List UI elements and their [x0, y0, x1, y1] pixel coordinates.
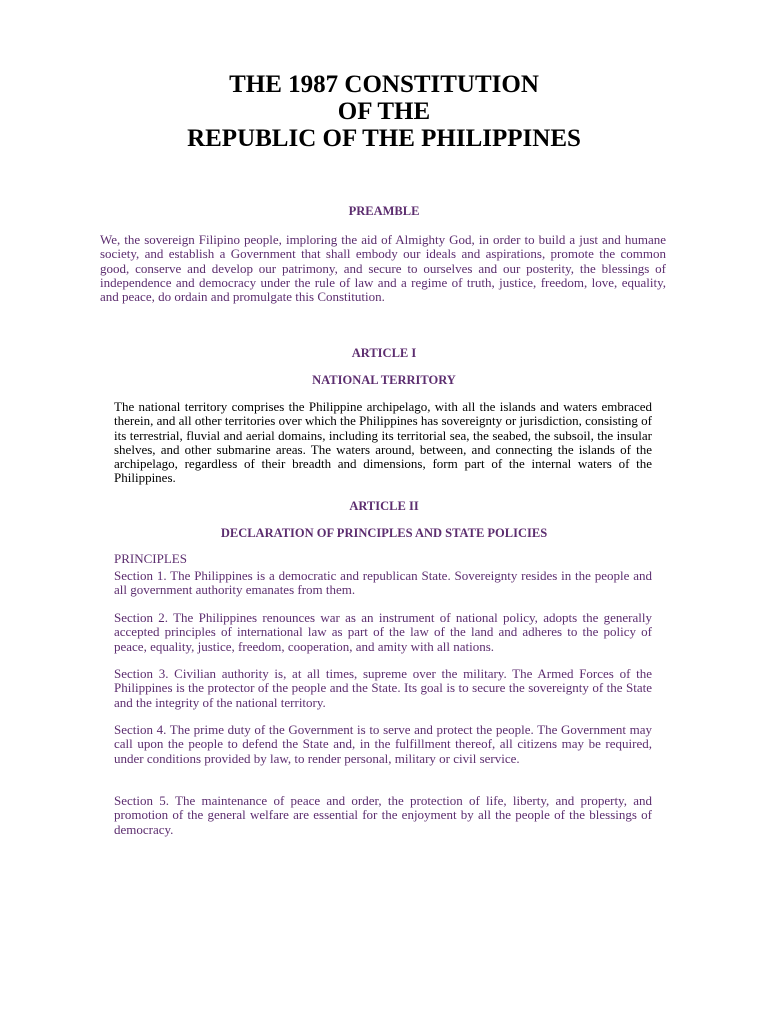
- article-1-text: The national territory comprises the Philippine archipelago, with all the islands and waters embraced therein, and all other territories over which the Philippines has sovereignty or jurisdiction, consisting of its terrestrial, fluvial and aerial domains, including its territorial sea, the seabed, the subsoil, the insular shelves, and other submarine areas. The waters around, between, and connecting the islands of the archipelago, regardless of their breadth and dimensions, form part of the internal waters of the Philippines.: [114, 399, 652, 486]
- preamble-heading: PREAMBLE: [348, 204, 420, 218]
- article-1-subheading: NATIONAL TERRITORY: [312, 373, 456, 387]
- title-line-1: THE 1987 CONSTITUTION: [229, 71, 539, 98]
- principles-label: PRINCIPLES: [114, 551, 187, 566]
- section-4: Section 4. The prime duty of the Government is to serve and protect the people. The Government may call upon the people to defend the State and, in the fulfillment thereof, all citizens may be required, under conditions provided by law, to render personal, military or civil service.: [114, 722, 652, 766]
- title-line-3: REPUBLIC OF THE PHILIPPINES: [187, 125, 581, 152]
- article-1-heading: ARTICLE I: [351, 346, 417, 360]
- section-5: Section 5. The maintenance of peace and order, the protection of life, liberty, and property, and promotion of the general welfare are essential for the enjoyment by all the people of the blessings of democracy.: [114, 793, 652, 837]
- section-1: Section 1. The Philippines is a democratic and republican State. Sovereignty resides in the people and all government authority emanates from them.: [114, 568, 652, 598]
- section-3: Section 3. Civilian authority is, at all times, supreme over the military. The Armed Forces of the Philippines is the protector of the people and the State. Its goal is to secure the sovereignty of the State and the integrity of the national territory.: [114, 666, 652, 710]
- section-2: Section 2. The Philippines renounces war as an instrument of national policy, adopts the generally accepted principles of international law as part of the law of the land and adheres to the policy of peace, equality, justice, freedom, cooperation, and amity with all nations.: [114, 610, 652, 654]
- preamble-text: We, the sovereign Filipino people, imploring the aid of Almighty God, in order to build a just and humane society, and establish a Government that shall embody our ideals and aspirations, promote the common good, conserve and develop our patrimony, and secure to ourselves and our posterity, the blessings of independence and democracy under the rule of law and a regime of truth, justice, freedom, love, equality, and peace, do ordain and promulgate this Constitution.: [100, 232, 666, 305]
- document-title: [0, 71, 768, 152]
- article-2-heading: ARTICLE II: [349, 499, 419, 513]
- article-2-subheading: DECLARATION OF PRINCIPLES AND STATE POLICIES: [220, 526, 548, 540]
- title-line-2: OF THE: [337, 98, 431, 125]
